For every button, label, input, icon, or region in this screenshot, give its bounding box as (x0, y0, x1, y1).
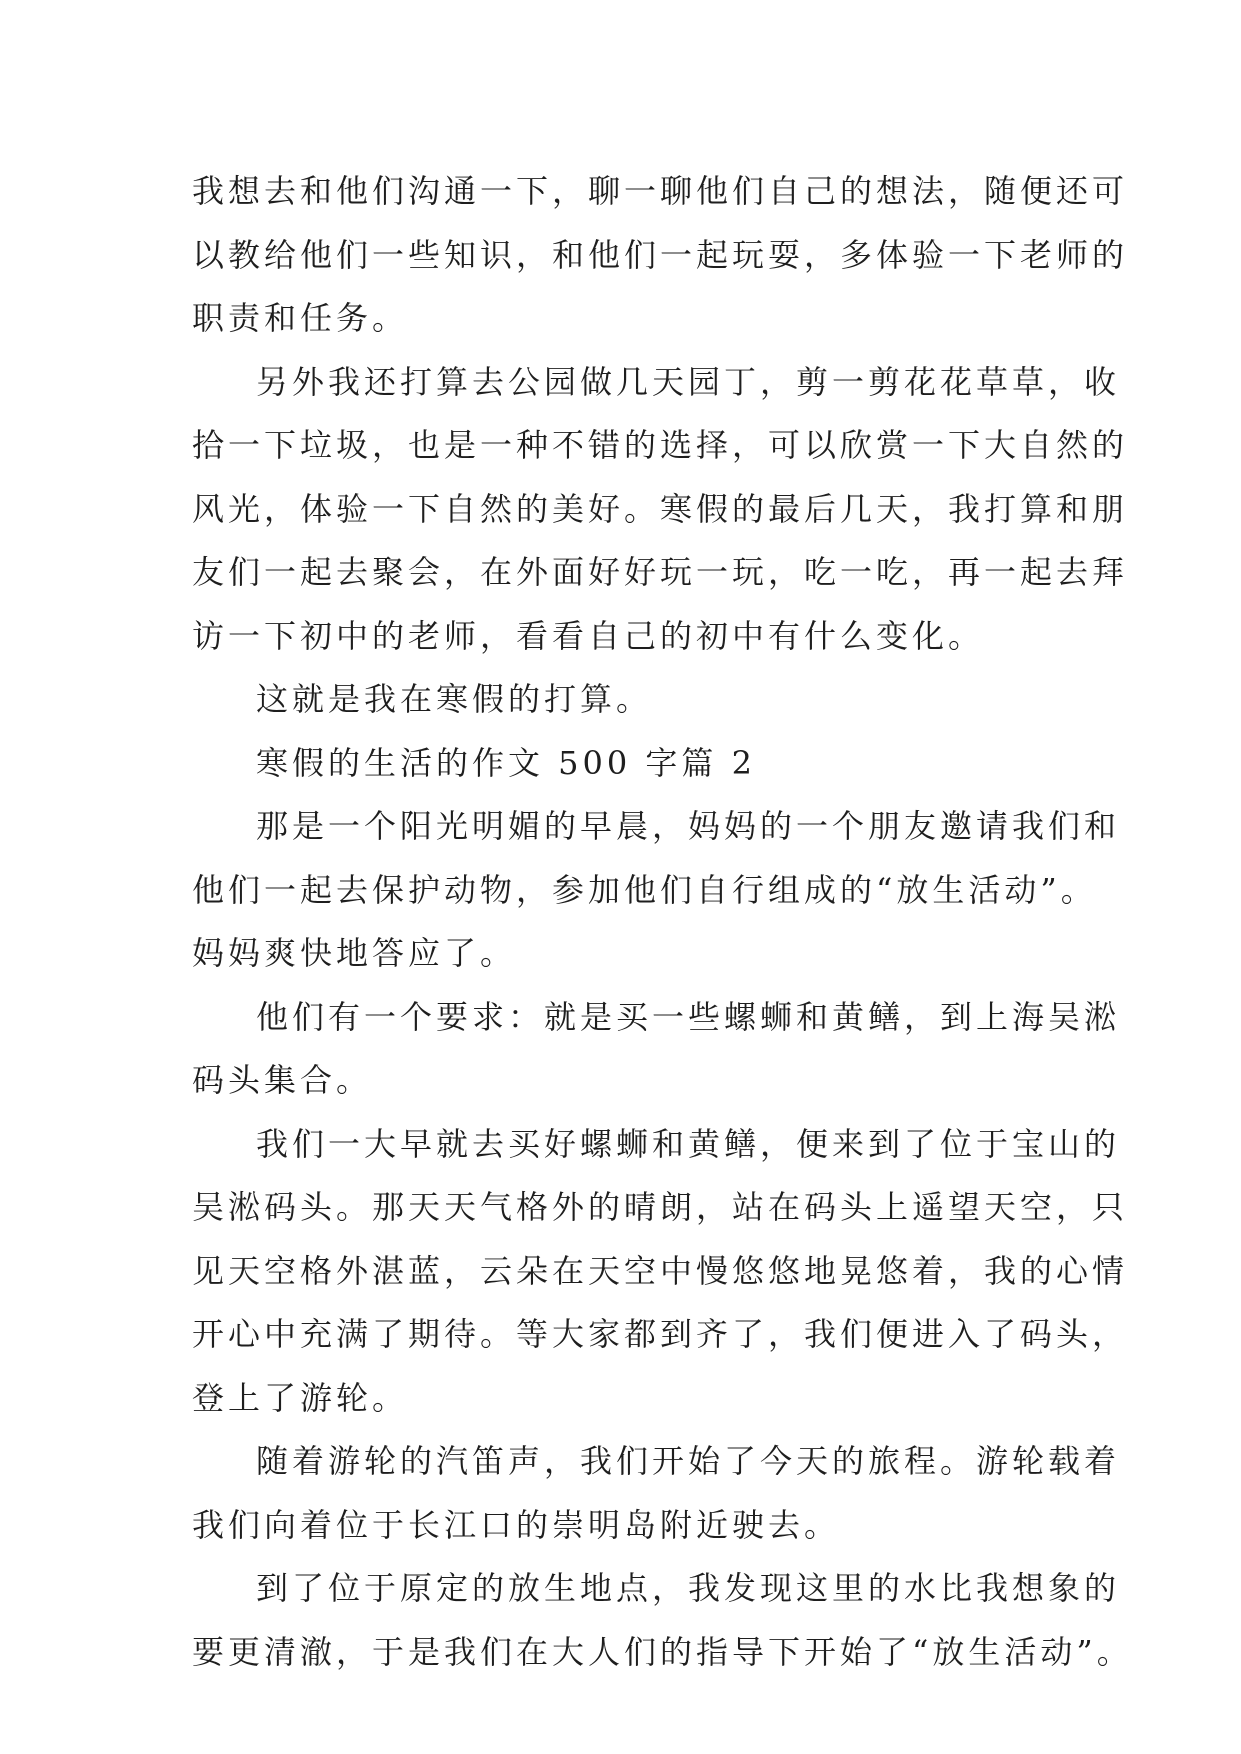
text-line: 开心中充满了期待。等大家都到齐了，我们便进入了码头， (192, 1315, 1129, 1353)
text-line: 要更清澈，于是我们在大人们的指导下开始了“放生活动”。 (192, 1632, 1133, 1671)
text-line: 以教给他们一些知识，和他们一起玩耍，多体验一下老师的 (192, 235, 1129, 274)
paragraph-first-line: 随着游轮的汽笛声，我们开始了今天的旅程。游轮载着 (256, 1442, 1121, 1480)
text-line: 他们一起去保护动物，参加他们自行组成的“放生活动”。 (192, 870, 1097, 909)
text-line: 拾一下垃圾，也是一种不错的选择，可以欣赏一下大自然的 (192, 426, 1129, 464)
paragraph-first-line: 我们一大早就去买好螺蛳和黄鳝，便来到了位于宝山的 (256, 1124, 1121, 1163)
text-line: 友们一起去聚会，在外面好好玩一玩，吃一吃，再一起去拜 (192, 553, 1129, 591)
paragraph-first-line: 他们有一个要求：就是买一些螺蛳和黄鳝，到上海吴淞 (256, 997, 1121, 1036)
text-line: 职责和任务。 (192, 299, 409, 337)
text-line: 登上了游轮。 (192, 1378, 409, 1417)
text-line: 码头集合。 (192, 1061, 373, 1099)
text-line: 妈妈爽快地答应了。 (192, 934, 517, 972)
paragraph-first-line: 到了位于原定的放生地点，我发现这里的水比我想象的 (256, 1569, 1121, 1607)
text-line: 风光，体验一下自然的美好。寒假的最后几天，我打算和朋 (192, 489, 1129, 528)
paragraph-first-line: 这就是我在寒假的打算。 (256, 680, 653, 718)
text-line: 见天空格外湛蓝，云朵在天空中慢悠悠地晃悠着，我的心情 (192, 1251, 1129, 1290)
text-line: 我们向着位于长江口的崇明岛附近驶去。 (192, 1505, 841, 1544)
essay-body (192, 160, 1133, 1684)
paragraph-first-line: 那是一个阳光明媚的早晨，妈妈的一个朋友邀请我们和 (256, 807, 1121, 845)
paragraph-first-line: 另外我还打算去公园做几天园丁，剪一剪花花草草，收 (256, 362, 1121, 401)
section-heading: 寒假的生活的作文 500 字篇 2 (256, 743, 756, 782)
text-line: 我想去和他们沟通一下，聊一聊他们自己的想法，随便还可 (192, 172, 1129, 210)
text-line: 访一下初中的老师，看看自己的初中有什么变化。 (192, 616, 985, 655)
text-line: 吴淞码头。那天天气格外的晴朗，站在码头上遥望天空，只 (192, 1188, 1129, 1226)
